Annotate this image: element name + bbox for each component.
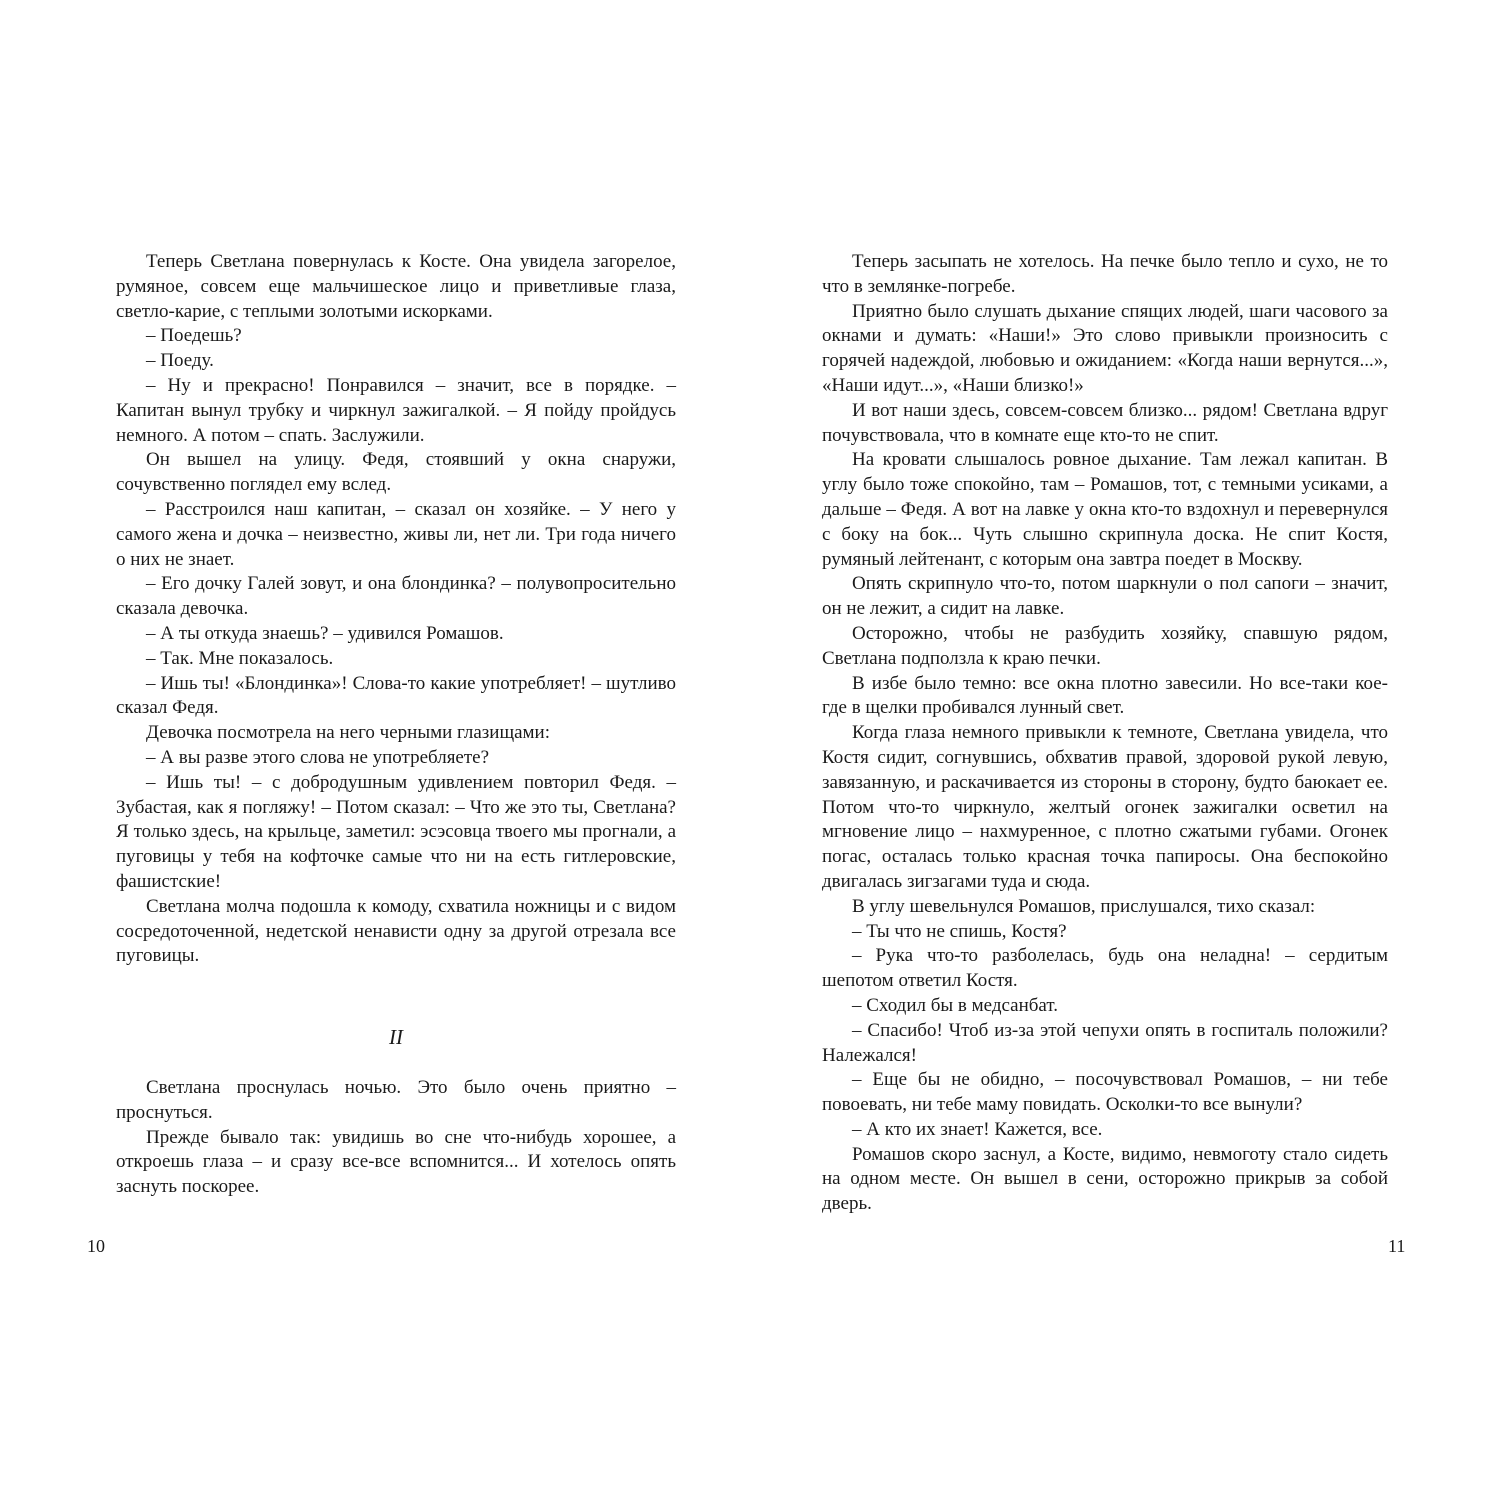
paragraph: Опять скрипнуло что-то, потом шаркнули о пол сапоги – значит, он не лежит, а сидит на лавке. [822, 573, 1388, 620]
section-heading: II [389, 1025, 403, 1050]
paragraph: Светлана проснулась ночью. Это было очень приятно – проснуться. [116, 1076, 676, 1123]
paragraph: – А вы разве этого слова не употребляете? [146, 746, 490, 768]
paragraph: – Поедешь? [146, 325, 242, 347]
paragraph: Когда глаза немного привыкли к темноте, Светлана увидела, что Костя сидит, согнувшись, обхватив правой, здоровой рукой левую, завязанную, и раскачивается из стороны в сторону, будто баюкает ее. Потом что-то чиркнуло, желтый огонек зажигалки осветил на мгновение лицо – нахмуренное, с плотно сжатыми губами. Огонек погас, осталась только красная точка папиросы. Она беспокойно двигалась зигзагами туда и сюда. [822, 722, 1388, 892]
page-number: 11 [1388, 1236, 1406, 1256]
paragraph: – Поеду. [146, 350, 214, 372]
paragraph: – Ты что не спишь, Костя? [852, 920, 1067, 942]
paragraph: Он вышел на улицу. Федя, стоявший у окна снаружи, сочувственно поглядел ему вслед. [116, 449, 676, 496]
paragraph: – Так. Мне показалось. [146, 647, 334, 669]
paragraph: – А кто их знает! Кажется, все. [852, 1118, 1103, 1140]
paragraph: Приятно было слушать дыхание спящих людей, шаги часового за окнами и думать: «Наши!» Это слово привыкли произносить с горячей надеждой, любовью и ожиданием: «Когда наши вернутся...», «Наши идут...», «Наши близко!» [822, 300, 1388, 396]
paragraph: – Ишь ты! – с добродушным удивлением повторил Федя. – Зубастая, как я погляжу! – Потом сказал: – Что же это ты, Светлана? Я только здесь, на крыльце, заметил: эсэсовца твоего мы прогнали, а пуговицы у тебя на кофточке самые что ни на есть гитлеровские, фашистские! [116, 771, 676, 892]
paragraph: – Спасибо! Чтоб из-за этой чепухи опять в госпиталь положили? Належался! [822, 1019, 1388, 1066]
paragraph: Светлана молча подошла к комоду, схватила ножницы и с видом сосредоточенной, недетской ненависти одну за другой отрезала все пуговицы. [116, 895, 676, 967]
paragraph: – Его дочку Галей зовут, и она блондинка? – полувопросительно сказала девочка. [116, 573, 676, 620]
paragraph: Теперь Светлана повернулась к Косте. Она увидела загорелое, румяное, совсем еще мальчишеское лицо и приветливые глаза, светло-карие, с теплыми золотыми искорками. [116, 251, 676, 322]
paragraph: Прежде бывало так: увидишь во сне что-нибудь хорошее, а откроешь глаза – и сразу все-все вспомнится... И хотелось опять заснуть поскорее. [116, 1126, 676, 1198]
right-page [750, 0, 1500, 1500]
paragraph: Ромашов скоро заснул, а Косте, видимо, невмоготу стало сидеть на одном месте. Он вышел в сени, осторожно прикрыв за собой дверь. [822, 1143, 1388, 1215]
paragraph: – Ишь ты! «Блондинка»! Слова-то какие употребляет! – шутливо сказал Федя. [116, 672, 676, 719]
page-number: 10 [87, 1236, 105, 1256]
paragraph: Теперь засыпать не хотелось. На печке было тепло и сухо, не то что в землянке-погребе. [822, 251, 1388, 297]
paragraph: – Рука что-то разболелась, будь она неладна! – сердитым шепотом ответил Костя. [822, 945, 1388, 992]
paragraph: – Расстроился наш капитан, – сказал он хозяйке. – У него у самого жена и дочка – неизвестно, живы ли, нет ли. Три года ничего о них не знает. [116, 498, 676, 570]
paragraph: – Ну и прекрасно! Понравился – значит, все в порядке. – Капитан вынул трубку и чиркнул зажигалкой. – Я пойду пройдусь немного. А потом – спать. Заслужили. [116, 374, 676, 446]
paragraph: В углу шевельнулся Ромашов, прислушался, тихо сказал: [852, 895, 1316, 917]
left-page-text [116, 250, 676, 1200]
right-page-text [822, 250, 1388, 1217]
paragraph: В избе было темно: все окна плотно завесили. Но все-таки кое-где в щелки пробивался лунный свет. [822, 672, 1388, 719]
paragraph: На кровати слышалось ровное дыхание. Там лежал капитан. В углу было тоже спокойно, там – Ромашов, тот, с темными усиками, а дальше – Федя. А вот на лавке у окна кто-то вздохнул и перевернулся с боку на бок... Чуть слышно скрипнула доска. Не спит Костя, румяный лейтенант, с которым она завтра поедет в Москву. [822, 449, 1388, 570]
paragraph: Осторожно, чтобы не разбудить хозяйку, спавшую рядом, Светлана подползла к краю печки. [822, 622, 1388, 669]
paragraph: Девочка посмотрела на него черными глазищами: [146, 722, 550, 744]
paragraph: – Еще бы не обидно, – посочувствовал Ромашов, – ни тебе повоевать, ни тебе маму повидать. Осколки-то все вынули? [822, 1069, 1388, 1116]
paragraph: И вот наши здесь, совсем-совсем близко... рядом! Светлана вдруг почувствовала, что в комнате еще кто-то не спит. [822, 399, 1388, 446]
paragraph: – Сходил бы в медсанбат. [852, 994, 1058, 1016]
paragraph: – А ты откуда знаешь? – удивился Ромашов. [146, 622, 504, 644]
